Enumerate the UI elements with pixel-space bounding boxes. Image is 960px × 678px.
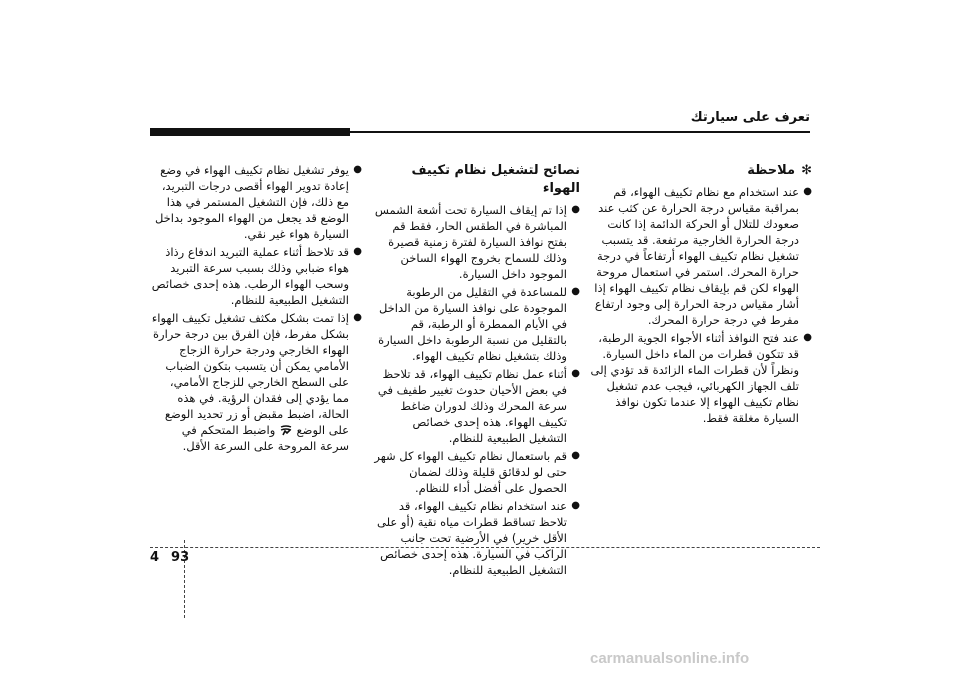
list-item: ● قم باستعمال نظام تكييف الهواء كل شهر حتى لو لدقائق قليلة وذلك لضمان الحصول على أفضل أداء للنظام. <box>374 449 580 495</box>
defrost-floor-mode-icon <box>279 425 293 436</box>
list-item: ● يوفر تشغيل نظام تكييف الهواء في وضع إعادة تدوير الهواء أقصى درجات التبريد، مع ذلك، فإن التشغيل المستمر في هذا الوضع قد يجعل من الهواء الموجود بداخل السيارة هواء غير نقي. <box>154 163 362 241</box>
tips-heading: نصائح لتشغيل نظام تكييف الهواء <box>411 163 580 196</box>
header-rule-accent <box>150 128 350 136</box>
bullet-icon: ● <box>803 186 812 197</box>
list-item: ● عند استخدام نظام تكييف الهواء، قد تلاحظ تساقط قطرات مياه نقية (أو على الأقل خرير) في الأرضية تحت جانب الراكب في السيارة. هذه إحدى خصائص التشغيل الطبيعية للنظام. <box>377 499 580 577</box>
tips-list <box>372 202 580 578</box>
list-item: ● عند فتح النوافذ أثناء الأجواء الجوية الرطبة، قد تتكون قطرات من الماء داخل السيارة. ونظراً لأن قطرات الماء الزائدة قد تؤدي إلى تلف الجهاز الكهربائي، فيجب عدم تشغيل نظام تكييف الهواء إلا عندما تكون نوافذ السيارة مغلقة فقط. <box>590 331 812 425</box>
bullet-icon: ● <box>571 368 580 379</box>
page-number-value: 93 <box>171 550 190 565</box>
header-title: تعرف على سيارتك <box>690 110 810 125</box>
bullet-icon: ● <box>353 312 362 323</box>
fan-mode-paragraph: إذا تمت بشكل مكثف تشغيل تكييف الهواء بشكل مفرط، فإن الفرق بين درجة حرارة الهواء الخارجي ودرجة حرارة الزجاج الأمامي يمكن أن يتسبب بتكون الضباب على السطح الخارجي للزجاج الأمامي، مما يؤدي إلى فقدان الرؤية. في هذه الحالة، اضبط مقبض أو زر تحديد الوضع على الوضع واضبط المتحكم في سرعة المروحة على السرعة الأقل. <box>151 311 349 453</box>
tips-continued-column <box>150 162 362 456</box>
footer-divider <box>150 547 820 548</box>
list-item: ● للمساعدة في التقليل من الرطوبة الموجودة على نوافذ السيارة من الداخل في الأيام الممطرة أو الرطبة، قم بالتقليل من نسبة الرطوبة داخل السيارة وذلك بتشغيل نظام تكييف الهواء. <box>378 285 580 363</box>
list-item: ● أثناء عمل نظام تكييف الهواء، قد تلاحظ في بعض الأحيان حدوث تغيير طفيف في سرعة المحرك وذلك لدوران ضاغط تكييف الهواء. هذه إحدى خصائص التشغيل الطبيعية للنظام. <box>377 367 580 445</box>
list-item: ● إذا تم إيقاف السيارة تحت أشعة الشمس المباشرة في الطقس الحار، فقط قم بفتح نوافذ السيارة لفترة زمنية قصيرة وذلك للسماح بخروج الهواء الساخن الموجود داخل السيارة. <box>374 203 580 281</box>
note-column <box>590 162 812 428</box>
page-number <box>150 550 189 565</box>
bullet-icon: ● <box>571 286 580 297</box>
bullet-icon: ● <box>571 450 580 461</box>
tips-continued-list <box>150 162 362 454</box>
list-item: ● عند استخدام مع نظام تكييف الهواء، قم بمراقبة مقياس درجة الحرارة عن كثب عند صعودك للتلال أو الحركة الدائمة إذا كانت درجة الحرارة الخارجية مرتفعة. قد يتسبب تشغيل نظام تكييف الهواء أرتفاعاً في درجة حرارة المحرك. استمر في استعمال مروحة الهواء لكن قم بإيقاف نظام تكييف الهواء إذا أشار مقياس درجة الحرارة إلى وجود ارتفاع مفرط في درجة حرارة المحرك. <box>594 185 812 327</box>
tips-column <box>372 162 580 580</box>
note-heading <box>590 162 812 180</box>
bullet-icon: ● <box>571 500 580 511</box>
chapter-number: 4 <box>150 550 160 565</box>
bullet-icon: ● <box>353 164 362 175</box>
bullet-icon: ● <box>571 204 580 215</box>
note-heading-text: ملاحظة <box>747 163 796 178</box>
list-item: ● قد تلاحظ أثناء عملية التبريد اندفاع رذاذ هواء ضبابي وذلك بسبب سرعة التبريد وسحب الهواء الرطب. هذه إحدى خصائص التشغيل الطبيعية للنظام. <box>151 245 362 307</box>
star-icon: ✻ <box>801 163 812 178</box>
list-item <box>150 310 362 454</box>
bullet-icon: ● <box>353 246 362 257</box>
bullet-icon: ● <box>803 332 812 343</box>
watermark: carmanualsonline.info <box>590 650 750 667</box>
note-list <box>590 184 812 426</box>
